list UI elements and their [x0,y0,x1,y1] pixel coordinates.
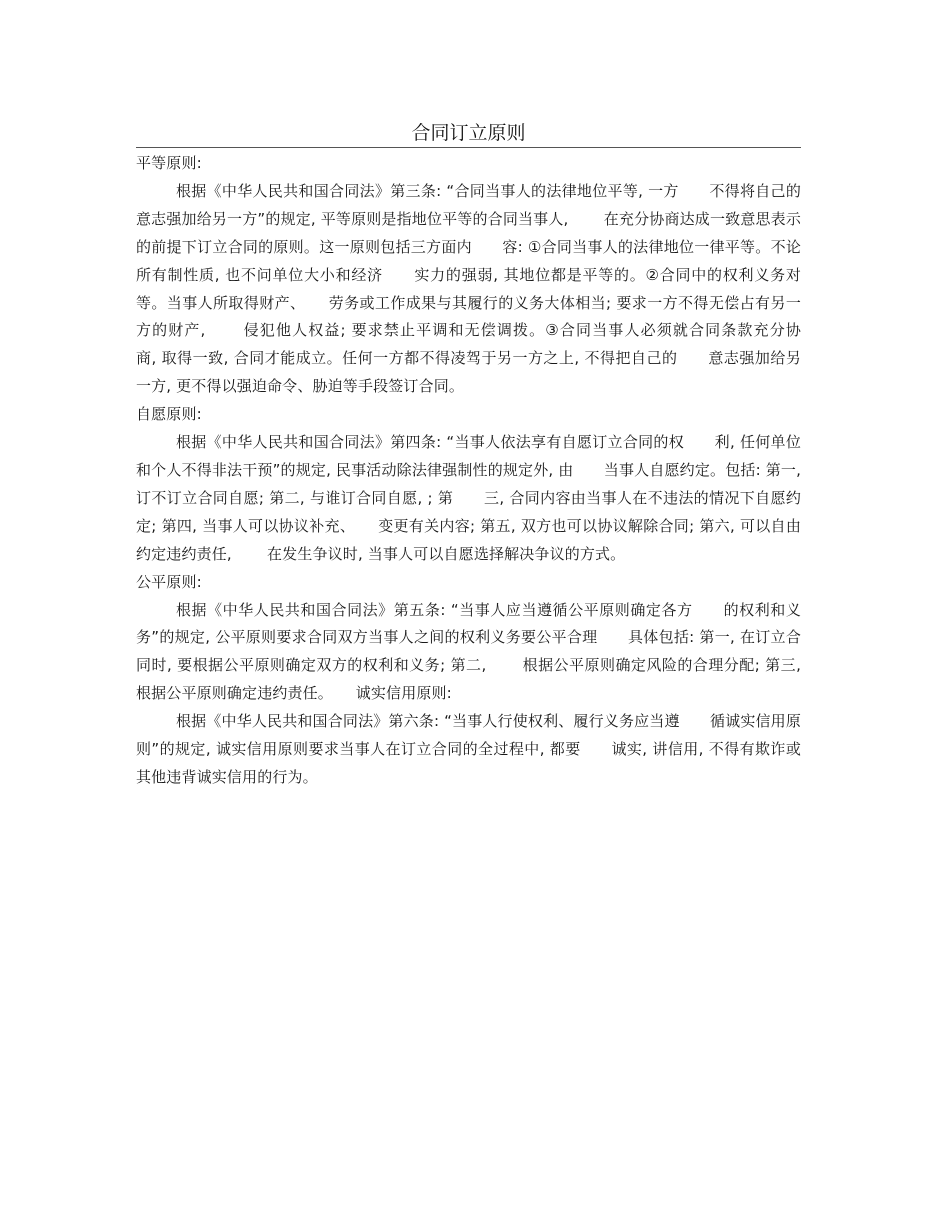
section-paragraph-voluntariness: 根据《中华人民共和国合同法》第四条: “当事人依法享有自愿订立合同的权 利, 任何单位和个人不得非法干预”的规定, 民事活动除法律强制性的规定外, 由 当事人自愿约定。包括: 第一, 订不订立合同自愿; 第二, 与谁订合同自愿, ; 第 三, 合同内容由当事人在不违法的情况下自愿约定; 第四, 当事人可以协议补充、 变更有关内容; 第五, 双方也可以协议解除合同; 第六, 可以自由约定违约责任, 在发生争议时, 当事人可以自愿选择解决争议的方式。 [136,433,801,563]
title-divider [136,147,801,148]
section-heading-equality: 平等原则: [136,154,202,172]
section-heading-fairness: 公平原则: [136,572,202,591]
section-heading-voluntariness: 自愿原则: [136,405,202,424]
document-body [136,150,832,792]
section-paragraph-equality: 根据《中华人民共和国合同法》第三条: “合同当事人的法律地位平等, 一方 不得将自己的意志强加给另一方”的规定, 平等原则是指地位平等的合同当事人, 在充分协商达成一致意思表示的前提下订立合同的原则。这一原则包括三方面内 容: ①合同当事人的法律地位一律平等。不论所有制性质, 也不问单位大小和经济 实力的强弱, 其地位都是平等的。②合同中的权利义务对等。当事人所取得财产、 劳务或工作成果与其履行的义务大体相当; 要求一方不得无偿占有另一方的财产, 侵犯他人权益; 要求禁止平调和无偿调拨。③合同当事人必须就合同条款充分协 商, 取得一致, 合同才能成立。任何一方都不得凌驾于另一方之上, 不得把自己的 意志强加给另一方, 更不得以强迫命令、胁迫等手段签订合同。 [136,181,832,396]
document-title: 合同订立原则 [411,122,526,144]
section-paragraph-good-faith: 根据《中华人民共和国合同法》第六条: “当事人行使权利、履行义务应当遵 循诚实信用原则”的规定, 诚实信用原则要求当事人在订立合同的全过程中, 都要 诚实, 讲信用, 不得有欺诈或其他违背诚实信用的行为。 [136,712,801,786]
section-paragraph-fairness: 根据《中华人民共和国合同法》第五条: “当事人应当遵循公平原则确定各方 的权利和义务”的规定, 公平原则要求合同双方当事人之间的权利义务要公平合理 具体包括: 第一, 在订立合同时, 要根据公平原则确定双方的权利和义务; 第二, 根据公平原则确定风险的合理分配; 第三, 根据公平原则确定违约责任。 诚实信用原则: [136,600,801,703]
